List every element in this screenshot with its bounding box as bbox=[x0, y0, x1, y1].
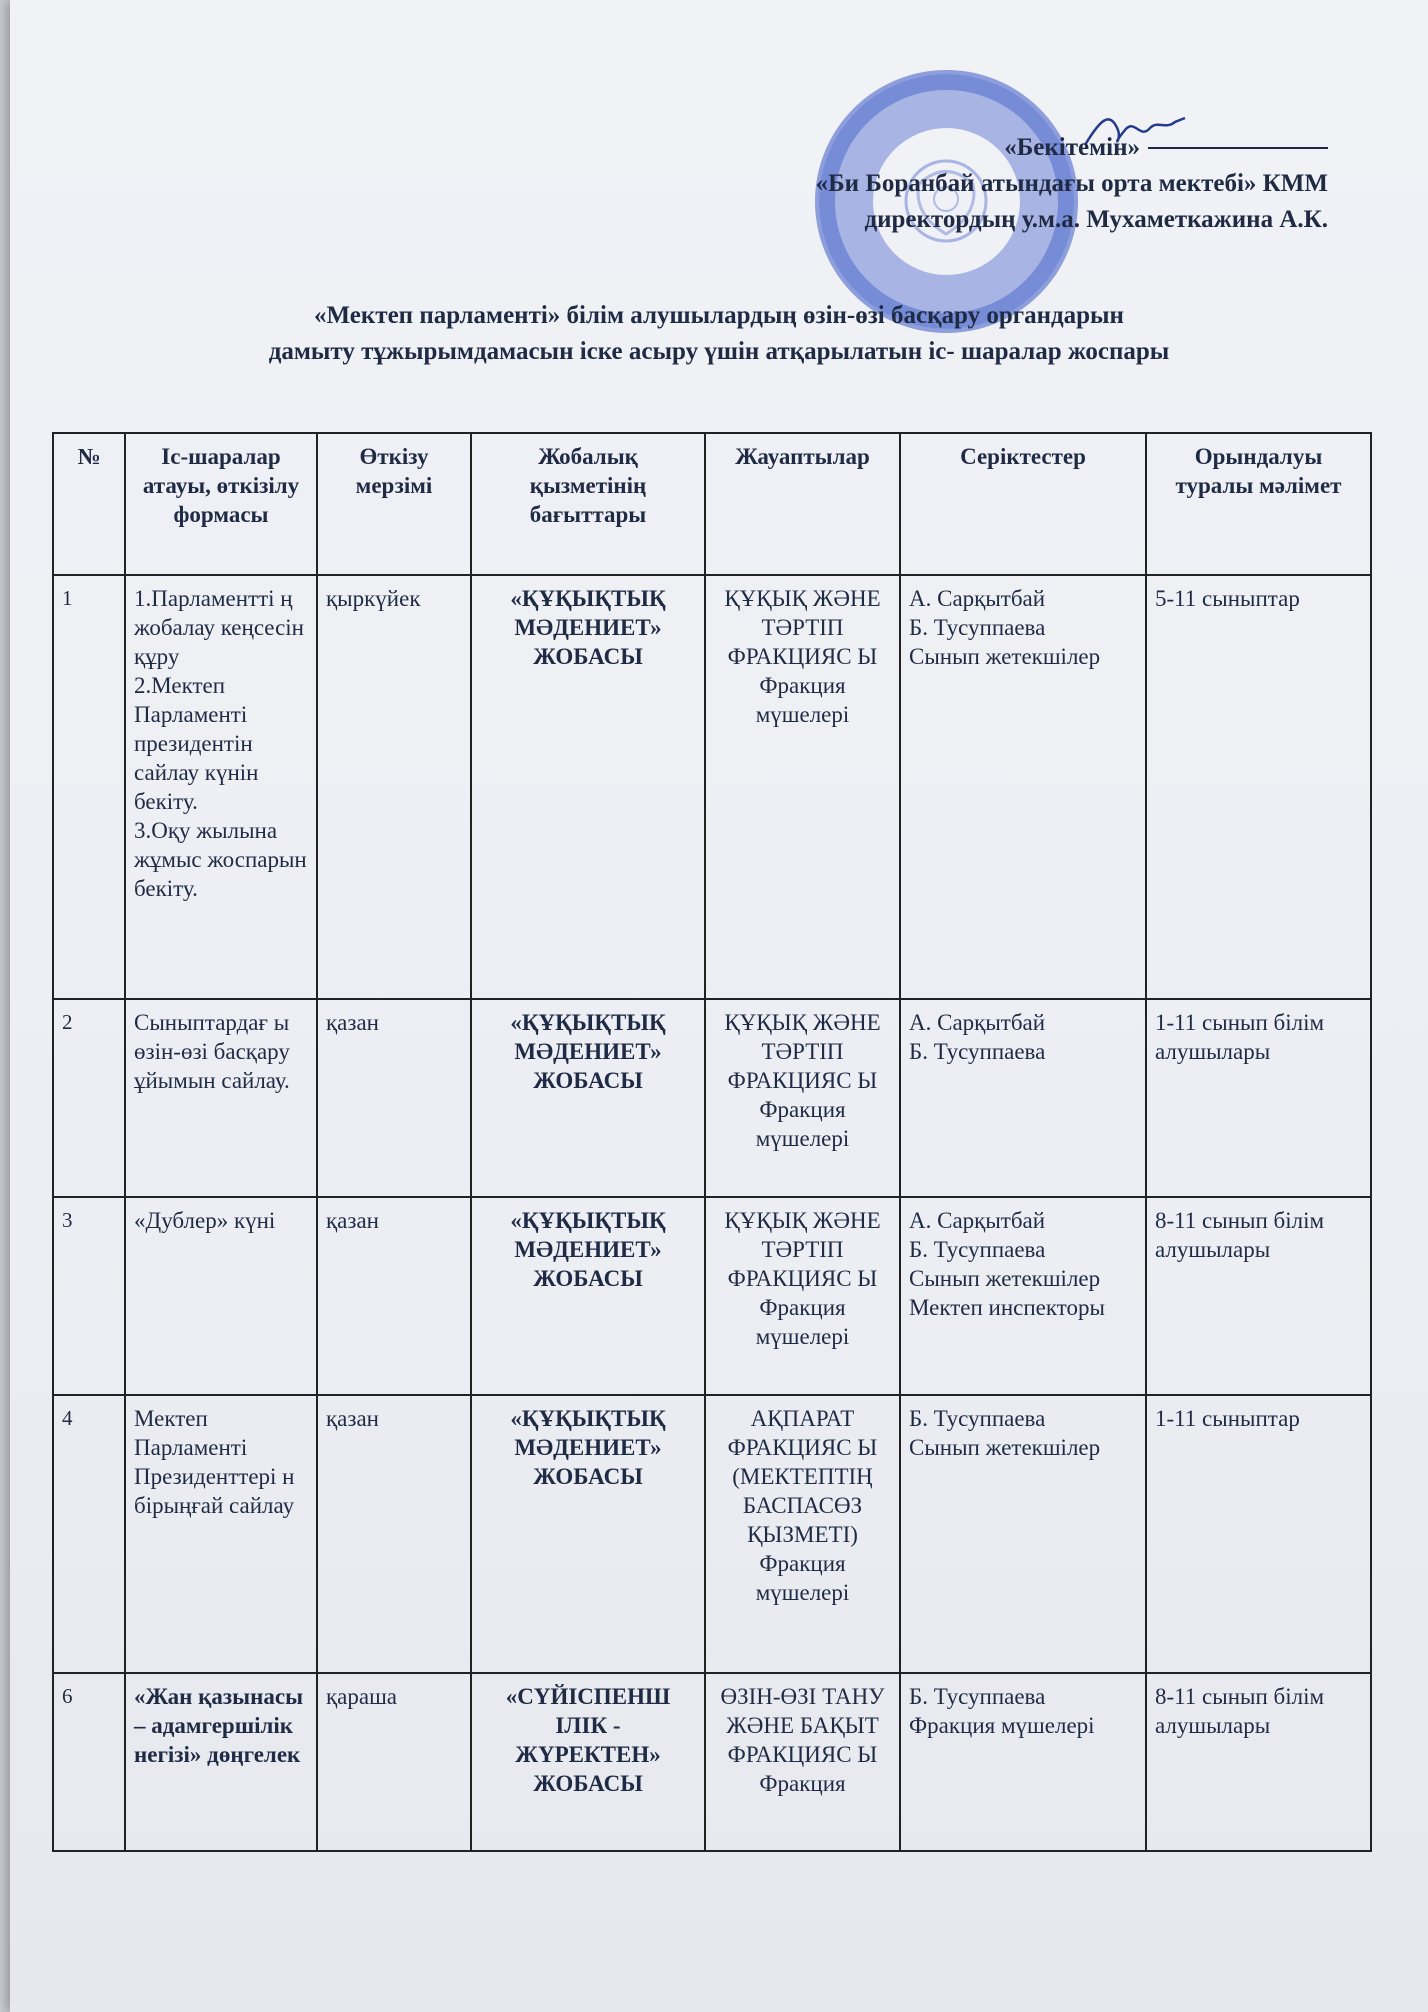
page-title bbox=[10, 298, 1428, 370]
cell-event: «Жан қазынасы – адамгершілік негізі» дөңгелек bbox=[125, 1673, 317, 1851]
cell-responsible: ҚҰҚЫҚ ЖӘНЕ ТӘРТІП ФРАКЦИЯС Ы Фракция мүшелері bbox=[705, 1197, 900, 1395]
cell-info: 8-11 сынып білім алушылары bbox=[1146, 1673, 1371, 1851]
cell-project: «ҚҰҚЫҚТЫҚ МӘДЕНИЕТ» ЖОБАСЫ bbox=[471, 575, 705, 999]
cell-responsible: ҚҰҚЫҚ ЖӘНЕ ТӘРТІП ФРАКЦИЯС Ы Фракция мүшелері bbox=[705, 575, 900, 999]
title-line-2: дамыту тұжырымдамасын іске асыру үшін атқарылатын іс- шаралар жоспары bbox=[268, 338, 1170, 365]
cell-number: 1 bbox=[53, 575, 125, 999]
cell-info: 8-11 сынып білім алушылары bbox=[1146, 1197, 1371, 1395]
cell-date: қараша bbox=[317, 1673, 471, 1851]
cell-info: 1-11 сыныптар bbox=[1146, 1395, 1371, 1673]
cell-project: «ҚҰҚЫҚТЫҚ МӘДЕНИЕТ» ЖОБАСЫ bbox=[471, 1197, 705, 1395]
header-event: Іс-шаралар атауы, өткізілу формасы bbox=[125, 433, 317, 575]
document-page bbox=[10, 0, 1428, 2012]
cell-partners: А. Сарқытбай Б. Тусуппаева Сынып жетекшілер bbox=[900, 575, 1146, 999]
cell-project: «ҚҰҚЫҚТЫҚ МӘДЕНИЕТ» ЖОБАСЫ bbox=[471, 999, 705, 1197]
cell-responsible: ҚҰҚЫҚ ЖӘНЕ ТӘРТІП ФРАКЦИЯС Ы Фракция мүшелері bbox=[705, 999, 900, 1197]
table-row bbox=[53, 999, 1371, 1197]
cell-project: «ҚҰҚЫҚТЫҚ МӘДЕНИЕТ» ЖОБАСЫ bbox=[471, 1395, 705, 1673]
cell-number: 6 bbox=[53, 1673, 125, 1851]
cell-event: Сыныптардағ ы өзін-өзі басқару ұйымын сайлау. bbox=[125, 999, 317, 1197]
cell-event: Мектеп Парламенті Президенттері н бірыңғай сайлау bbox=[125, 1395, 317, 1673]
cell-number: 4 bbox=[53, 1395, 125, 1673]
cell-date: қыркүйек bbox=[317, 575, 471, 999]
cell-partners: Б. Тусуппаева Фракция мүшелері bbox=[900, 1673, 1146, 1851]
cell-responsible: ӨЗІН-ӨЗІ ТАНУ ЖӘНЕ БАҚЫТ ФРАКЦИЯС Ы Фракция bbox=[705, 1673, 900, 1851]
title-line-1: «Мектеп парламенті» білім алушылардың өзін-өзі басқару органдарын bbox=[314, 302, 1124, 329]
cell-number: 2 bbox=[53, 999, 125, 1197]
signature-line bbox=[1148, 147, 1328, 149]
approval-label: «Бекітемін» bbox=[1004, 134, 1140, 161]
cell-partners: Б. Тусуппаева Сынып жетекшілер bbox=[900, 1395, 1146, 1673]
table-row bbox=[53, 575, 1371, 999]
cell-info: 1-11 сынып білім алушылары bbox=[1146, 999, 1371, 1197]
cell-date: қазан bbox=[317, 1395, 471, 1673]
approval-director: директордың у.м.а. Мухаметкажина А.К. bbox=[864, 206, 1328, 233]
approval-school: «Би Боранбай атындағы орта мектебі» КММ bbox=[815, 170, 1328, 197]
cell-info: 5-11 сыныптар bbox=[1146, 575, 1371, 999]
cell-date: қазан bbox=[317, 999, 471, 1197]
header-responsible: Жауаптылар bbox=[705, 433, 900, 575]
header-date: Өткізу мерзімі bbox=[317, 433, 471, 575]
header-partners: Серіктестер bbox=[900, 433, 1146, 575]
cell-number: 3 bbox=[53, 1197, 125, 1395]
cell-partners: А. Сарқытбай Б. Тусуппаева Сынып жетекшілер Мектеп инспекторы bbox=[900, 1197, 1146, 1395]
header-number: № bbox=[53, 433, 125, 575]
cell-partners: А. Сарқытбай Б. Тусуппаева bbox=[900, 999, 1146, 1197]
table-row bbox=[53, 1395, 1371, 1673]
table-row bbox=[53, 1197, 1371, 1395]
cell-event: 1.Парламентті ң жобалау кеңсесін құру 2.Мектеп Парламенті президентін сайлау күнін бекіту. 3.Оқу жылына жұмыс жоспарын бекіту. bbox=[125, 575, 317, 999]
table-header-row bbox=[53, 433, 1371, 575]
approval-block bbox=[816, 130, 1328, 238]
events-plan-table bbox=[52, 432, 1372, 1852]
cell-date: қазан bbox=[317, 1197, 471, 1395]
header-project: Жобалық қызметінің бағыттары bbox=[471, 433, 705, 575]
table-row bbox=[53, 1673, 1371, 1851]
cell-event: «Дублер» күні bbox=[125, 1197, 317, 1395]
header-info: Орындалуы туралы мәлімет bbox=[1146, 433, 1371, 575]
cell-responsible: АҚПАРАТ ФРАКЦИЯС Ы (МЕКТЕПТІҢ БАСПАСӨЗ ҚЫЗМЕТІ) Фракция мүшелері bbox=[705, 1395, 900, 1673]
cell-project: «СҮЙІСПЕНШ ІЛІК - ЖҮРЕКТЕН» ЖОБАСЫ bbox=[471, 1673, 705, 1851]
